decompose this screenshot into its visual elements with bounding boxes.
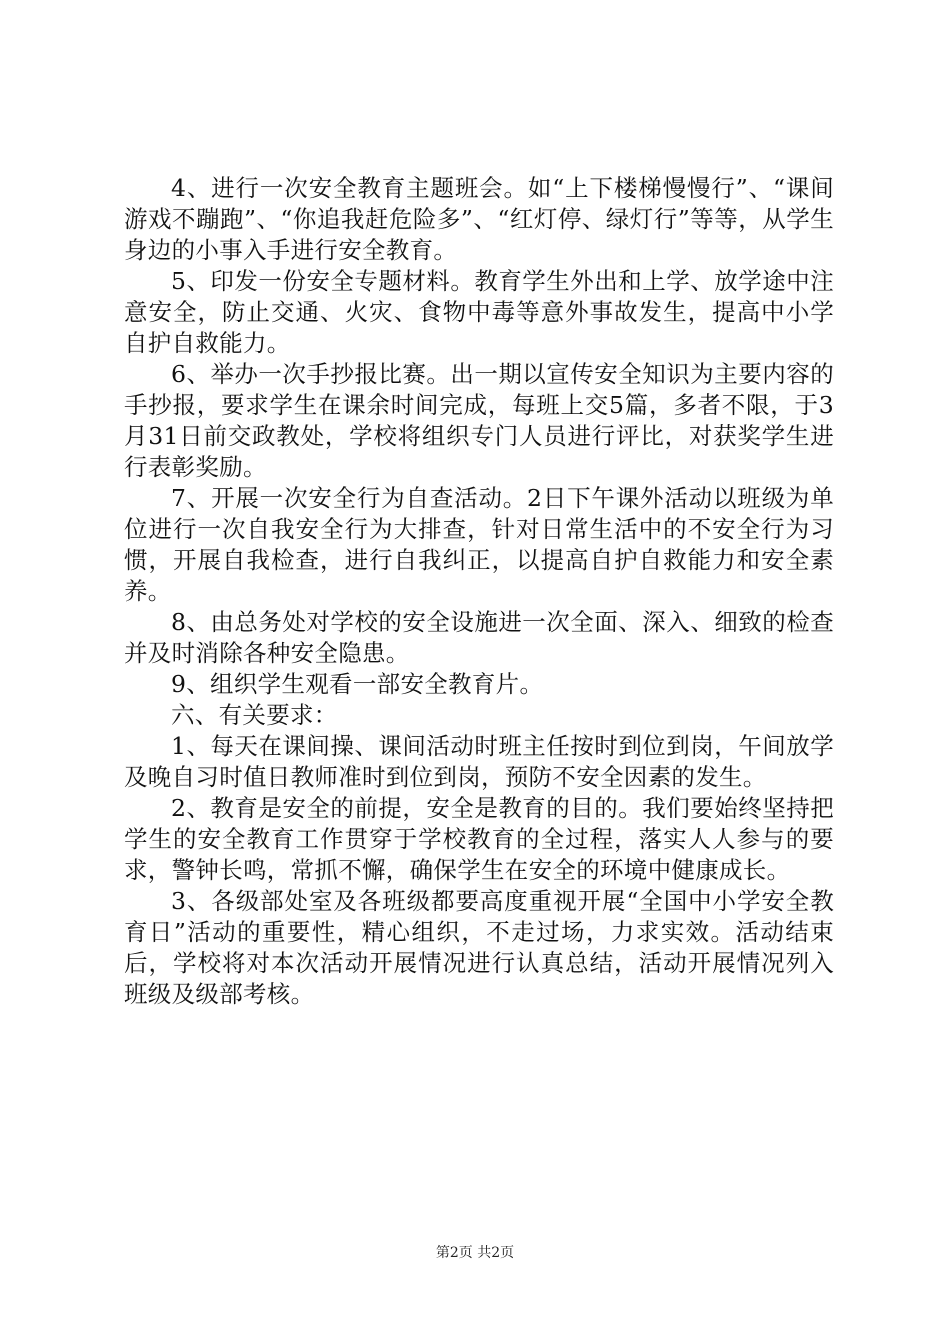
requirement-item-1: 1、每天在课间操、课间活动时班主任按时到位到岗，午间放学及晚自习时值日教师准时到位到岗，预防不安全因素的发生。: [124, 732, 834, 791]
paragraph-item-4: 4、进行一次安全教育主题班会。如“上下楼梯慢慢行”、“课间游戏不蹦跑”、“你追我赶危险多”、“红灯停、绿灯行”等等，从学生身边的小事入手进行安全教育。: [124, 174, 834, 264]
paragraph-item-6: 6、举办一次手抄报比赛。出一期以宣传安全知识为主要内容的手抄报，要求学生在课余时间完成，每班上交5篇，多者不限，于3月31日前交政教处，学校将组织专门人员进行评比，对获奖学生进行表彰奖励。: [124, 360, 834, 481]
requirement-item-3: 3、各级部处室及各班级都要高度重视开展“全国中小学安全教育日”活动的重要性，精心组织，不走过场，力求实效。活动结束后，学校将对本次活动开展情况进行认真总结，活动开展情况列入班级及级部考核。: [124, 887, 834, 1008]
requirement-item-2: 2、教育是安全的前提，安全是教育的目的。我们要始终坚持把学生的安全教育工作贯穿于学校教育的全过程，落实人人参与的要求，警钟长鸣，常抓不懈，确保学生在安全的环境中健康成长。: [124, 794, 834, 884]
page-number-footer: 第2页 共2页: [435, 1245, 515, 1261]
document-body: [124, 173, 834, 1010]
paragraph-item-9: 9、组织学生观看一部安全教育片。: [171, 670, 544, 698]
paragraph-item-5: 5、印发一份安全专题材料。教育学生外出和上学、放学途中注意安全，防止交通、火灾、食物中毒等意外事故发生，提高中小学自护自救能力。: [124, 267, 834, 357]
paragraph-item-8: 8、由总务处对学校的安全设施进一次全面、深入、细致的检查并及时消除各种安全隐患。: [124, 608, 834, 667]
paragraph-item-7: 7、开展一次安全行为自查活动。2日下午课外活动以班级为单位进行一次自我安全行为大排查，针对日常生活中的不安全行为习惯，开展自我检查，进行自我纠正，以提高自护自救能力和安全素养。: [124, 484, 834, 605]
section-heading-requirements: 六、有关要求：: [171, 701, 338, 729]
